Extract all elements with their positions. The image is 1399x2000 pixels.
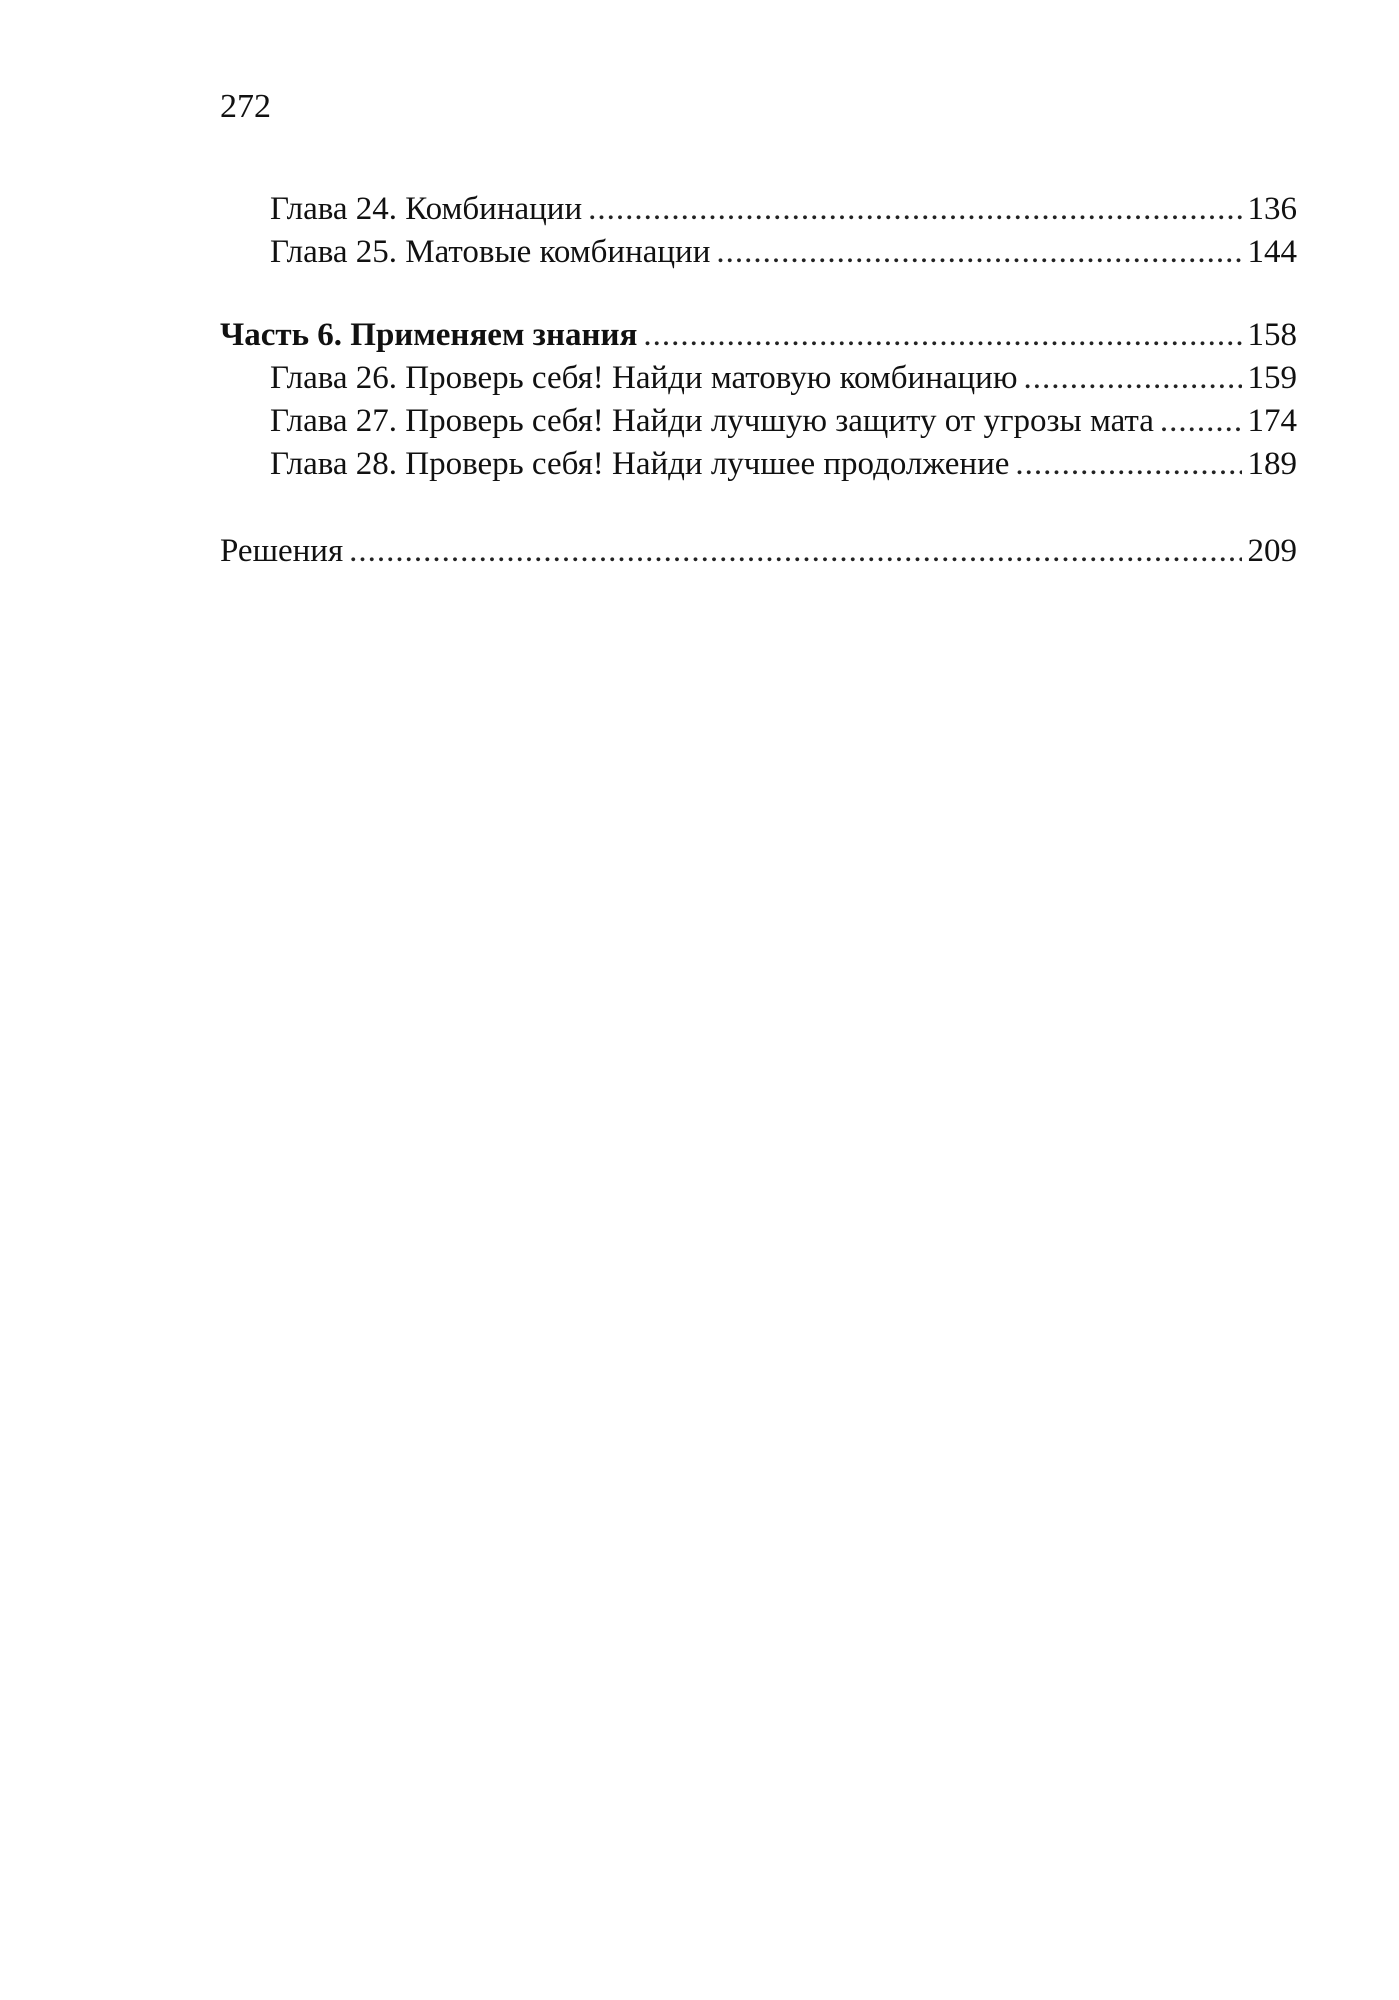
toc-entry-title: Решения [220, 533, 344, 569]
toc-entry-title: Глава 26. Проверь себя! Найди матовую комбинацию [270, 360, 1018, 396]
toc-dot-leader [1015, 443, 1241, 486]
toc-entry-title: Часть 6. Применяем знания [220, 317, 638, 353]
toc-entry-page: 136 [1247, 191, 1297, 227]
toc-dot-leader [1023, 357, 1241, 400]
toc-entry-page: 174 [1247, 403, 1297, 439]
toc-entry-title: Глава 27. Проверь себя! Найди лучшую защиту от угрозы мата [270, 403, 1154, 439]
toc-entry-page: 159 [1247, 360, 1297, 396]
toc-entry-chapter-26 [220, 357, 1297, 400]
toc-entry-page: 158 [1247, 317, 1297, 353]
table-of-contents [220, 188, 1297, 573]
toc-entry-title: Глава 24. Комбинации [270, 191, 583, 227]
toc-dot-leader [716, 231, 1241, 274]
toc-entry-chapter-24 [220, 188, 1297, 231]
toc-entry-part-6 [220, 314, 1297, 357]
toc-entry-chapter-25 [220, 231, 1297, 274]
toc-entry-chapter-27 [220, 400, 1297, 443]
toc-entry-chapter-28 [220, 443, 1297, 486]
toc-dot-leader [643, 314, 1241, 357]
toc-dot-leader [1160, 400, 1242, 443]
page-number: 272 [220, 88, 271, 125]
toc-dot-leader [588, 188, 1241, 231]
toc-entry-solutions [220, 530, 1297, 573]
toc-entry-page: 144 [1247, 234, 1297, 270]
toc-entry-page: 209 [1247, 533, 1297, 569]
toc-entry-title: Глава 25. Матовые комбинации [270, 234, 711, 270]
toc-dot-leader [349, 530, 1241, 573]
toc-entry-page: 189 [1247, 446, 1297, 482]
toc-entry-title: Глава 28. Проверь себя! Найди лучшее продолжение [270, 446, 1010, 482]
